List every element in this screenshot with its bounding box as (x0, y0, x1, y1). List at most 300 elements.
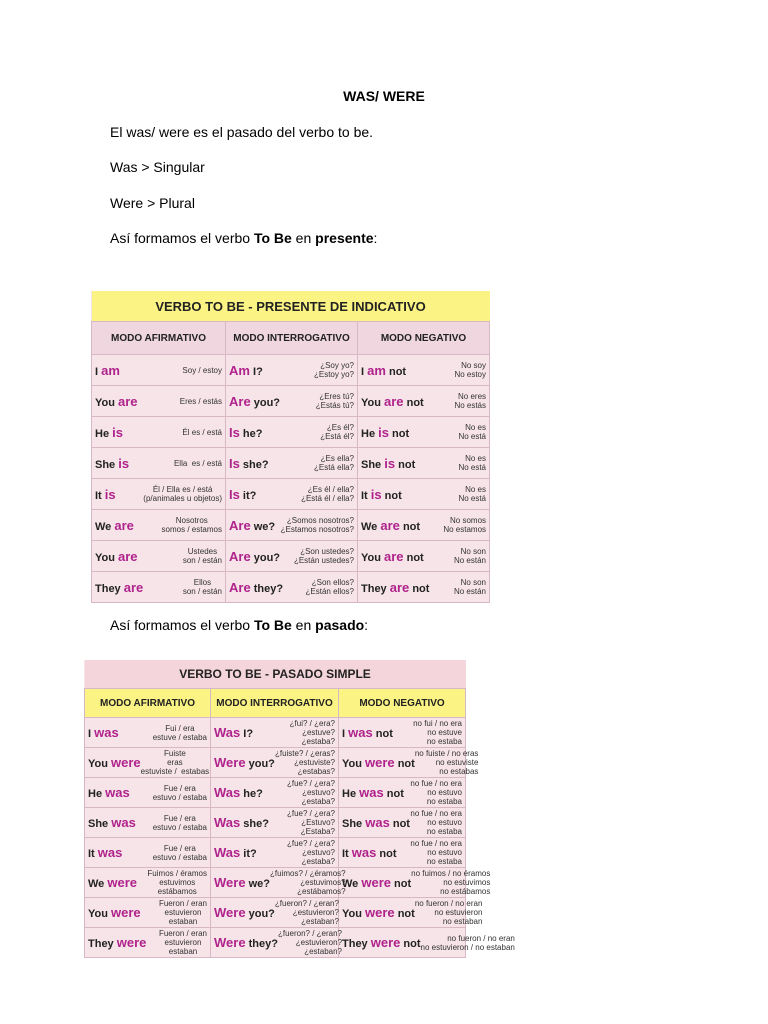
interrogative-form (214, 905, 275, 920)
affirmative-cell (92, 572, 226, 603)
negation: not (409, 582, 430, 595)
verb-form: is (118, 455, 130, 471)
interrogative-form (229, 518, 275, 533)
interrogative-translation: ¿Es él / ella? ¿Está él / ella? (301, 485, 354, 503)
table-title-row (85, 660, 466, 689)
affirmative-form (88, 725, 119, 740)
negation: not (399, 520, 421, 533)
negative-form (342, 725, 393, 740)
affirmative-form (95, 394, 138, 409)
affirmative-form (95, 456, 129, 471)
negative-form (361, 425, 409, 440)
column-header: MODO INTERROGATIVO (226, 322, 358, 355)
subject: you? (250, 551, 281, 564)
negation: not (389, 818, 410, 830)
subject: she? (240, 818, 269, 830)
subject: They (95, 582, 124, 595)
table-row (85, 928, 466, 958)
affirmative-translation: Fui / era estuve / estaba (152, 723, 207, 742)
cell-content (88, 868, 207, 897)
affirmative-translation: Fue / era estuvo / estaba (152, 843, 207, 862)
negative-form (361, 456, 415, 471)
interrogative-cell (226, 355, 358, 386)
cell-content (361, 417, 486, 447)
negative-translation: No son No están (453, 578, 487, 596)
verb-form: are (389, 579, 410, 595)
interrogative-cell (226, 386, 358, 417)
interrogative-translation: ¿fue? / ¿era? ¿estuvo? ¿estaba? (286, 779, 335, 806)
affirmative-translation: Ellos son / están (182, 578, 222, 596)
affirmative-cell (92, 355, 226, 386)
table-row (92, 479, 490, 510)
negative-cell (339, 778, 466, 808)
cell-content (95, 386, 222, 416)
cell-content (214, 808, 335, 837)
cell-content (95, 541, 222, 571)
subject: You (88, 908, 112, 920)
negation: not (403, 396, 424, 409)
verb-form: were (370, 935, 401, 950)
present-intro-line (110, 230, 377, 246)
verb-form: Are (229, 579, 251, 595)
interrogative-translation: ¿Son ellos? ¿Están ellos? (305, 578, 354, 596)
negative-cell (358, 386, 490, 417)
interrogative-form (229, 425, 262, 440)
column-header: MODO NEGATIVO (358, 322, 490, 355)
affirmative-translation: Eres / estás (179, 396, 222, 406)
negative-cell (358, 572, 490, 603)
negative-translation: No eres No estás (454, 392, 487, 410)
table-row (85, 808, 466, 838)
interrogative-cell (226, 479, 358, 510)
affirmative-form (88, 875, 137, 890)
subject: They (342, 938, 371, 950)
interrogative-translation: ¿fuimos? / ¿éramos? ¿estuvimos? ¿estábamos? (270, 869, 346, 896)
negative-cell (339, 868, 491, 898)
negation: not (394, 758, 415, 770)
negative-translation: no fuimos / no éramos no estuvimos no estábamos (411, 869, 491, 896)
negative-translation: No es No está (458, 485, 487, 503)
cell-content (88, 928, 207, 957)
column-header-row (85, 689, 466, 718)
plural-text: Were > Plural (110, 195, 195, 211)
interrogative-cell (211, 928, 343, 958)
interrogative-cell (211, 778, 339, 808)
negation: not (385, 365, 407, 378)
singular-text: Was > Singular (110, 159, 205, 175)
cell-content (229, 417, 354, 447)
negative-form (342, 875, 411, 890)
subject: We (342, 878, 362, 890)
table-row (92, 355, 490, 386)
interrogative-cell (211, 748, 339, 778)
interrogative-cell (211, 838, 339, 868)
past-intro-line (110, 617, 368, 633)
interrogative-translation: ¿Soy yo? ¿Estoy yo? (313, 361, 354, 379)
negative-translation: no fueron / no eran no estuvieron / no estaban (420, 933, 515, 952)
verb-form: are (118, 548, 138, 564)
column-header: MODO AFIRMATIVO (92, 322, 226, 355)
negation: not (395, 458, 416, 471)
affirmative-cell (92, 448, 226, 479)
verb-form: were (107, 875, 137, 890)
negative-translation: no fue / no era no estuvo no estaba (410, 779, 462, 806)
subject: she? (239, 458, 269, 471)
negative-translation: No soy No estoy (454, 361, 487, 379)
interrogative-translation: ¿fue? / ¿era? ¿estuvo? ¿estaba? (286, 839, 335, 866)
negative-translation: no fue / no era no estuvo no estaba (410, 809, 462, 836)
verb-form: were (365, 905, 395, 920)
cell-content (361, 510, 486, 540)
cell-content (229, 355, 354, 385)
interrogative-form (214, 845, 257, 860)
subject: It (361, 489, 371, 502)
interrogative-form (214, 785, 263, 800)
affirmative-form (88, 935, 146, 950)
line-bold-tobe: To Be (253, 617, 292, 633)
cell-content (95, 479, 222, 509)
subject: I (88, 728, 95, 740)
verb-form: was (365, 815, 390, 830)
verb-form: is (378, 424, 389, 440)
interrogative-translation: ¿fueron? / ¿eran? ¿estuvieron? ¿estaban? (277, 929, 343, 956)
negation: not (403, 551, 424, 564)
affirmative-cell (85, 928, 211, 958)
cell-content (214, 718, 335, 747)
past-tense-table (84, 660, 515, 958)
affirmative-form (95, 425, 123, 440)
verb-form: Were (214, 875, 246, 890)
interrogative-form (229, 456, 269, 471)
verb-form: were (111, 755, 141, 770)
subject: He (88, 788, 106, 800)
affirmative-translation: Fue / era estuvo / estaba (152, 783, 207, 802)
negative-translation: no fui / no era no estuve no estaba (413, 719, 462, 746)
subject: I (361, 365, 368, 378)
subject: She (95, 458, 119, 471)
page-title: WAS/ WERE (343, 88, 425, 104)
line-text: : (373, 230, 378, 246)
cell-content (88, 718, 207, 747)
negative-form (361, 487, 402, 502)
interrogative-cell (226, 541, 358, 572)
negative-translation: No somos No estamos (443, 516, 487, 534)
subject: We (95, 520, 115, 533)
negative-translation: No es No está (458, 454, 487, 472)
interrogative-cell (226, 572, 358, 603)
cell-content (229, 510, 354, 540)
affirmative-translation: Soy / estoy (182, 365, 222, 375)
verb-form: is (112, 424, 123, 440)
cell-content (229, 541, 354, 571)
negative-cell (339, 928, 515, 958)
line-bold-tobe: To Be (253, 230, 292, 246)
negative-cell (339, 808, 466, 838)
subject: You (95, 551, 119, 564)
negative-form (361, 394, 424, 409)
verb-form: was (105, 785, 130, 800)
verb-form: are (384, 393, 404, 409)
affirmative-form (88, 785, 130, 800)
cell-content (88, 778, 207, 807)
cell-content (342, 868, 491, 897)
cell-content (342, 838, 462, 867)
interrogative-form (214, 875, 270, 890)
subject: you? (245, 908, 275, 920)
verb-form: is (104, 486, 116, 502)
negative-form (361, 549, 424, 564)
verb-form: were (365, 755, 395, 770)
negative-form (361, 363, 406, 378)
negation: not (391, 878, 412, 890)
subject: You (88, 758, 112, 770)
interrogative-cell (226, 417, 358, 448)
table-row (85, 868, 466, 898)
interrogative-form (214, 815, 269, 830)
subject: It (88, 848, 98, 860)
affirmative-cell (85, 898, 211, 928)
affirmative-cell (92, 510, 226, 541)
cell-content (361, 541, 486, 571)
affirmative-cell (85, 778, 211, 808)
affirmative-translation: Nosotros somos / estamos (161, 516, 222, 534)
verb-form: was (359, 785, 384, 800)
verb-form: Are (229, 393, 251, 409)
affirmative-cell (85, 748, 211, 778)
affirmative-translation: Él / Ella es / está (p/animales u objetos) (143, 485, 222, 503)
interrogative-form (229, 363, 263, 378)
negative-cell (358, 448, 490, 479)
verb-form: Was (214, 815, 241, 830)
affirmative-form (95, 580, 143, 595)
interrogative-cell (226, 448, 358, 479)
line-bold-tense: pasado (315, 617, 365, 633)
line-bold-tense: presente (315, 230, 374, 246)
interrogative-cell (211, 898, 339, 928)
table-row (85, 838, 466, 868)
cell-content (229, 448, 354, 478)
column-header: MODO AFIRMATIVO (85, 689, 211, 718)
interrogative-translation: ¿fuiste? / ¿eras? ¿estuviste? ¿estabas? (274, 749, 335, 776)
verb-form: are (384, 548, 404, 564)
cell-content (95, 572, 222, 602)
subject: It (342, 848, 352, 860)
verb-form: was (348, 725, 373, 740)
negation: not (381, 489, 402, 502)
table-row (85, 778, 466, 808)
negative-translation: no fue / no era no estuvo no estaba (410, 839, 462, 866)
negative-cell (339, 898, 483, 928)
table-row (92, 386, 490, 417)
interrogative-form (214, 935, 278, 950)
negation: not (388, 427, 410, 440)
subject: it? (239, 489, 257, 502)
verb-form: Were (214, 755, 246, 770)
interrogative-translation: ¿Son ustedes? ¿Están ustedes? (293, 547, 354, 565)
cell-content (361, 355, 486, 385)
cell-content (95, 355, 222, 385)
subject: they? (250, 582, 284, 595)
column-header: MODO INTERROGATIVO (211, 689, 339, 718)
interrogative-form (229, 549, 280, 564)
verb-form: Is (229, 424, 240, 440)
line-text: Así formamos el verbo (110, 230, 254, 246)
subject: we? (250, 520, 276, 533)
interrogative-cell (211, 868, 346, 898)
verb-form: Was (214, 785, 241, 800)
negation: not (394, 908, 415, 920)
table-row (92, 572, 490, 603)
affirmative-translation: Fuiste eras estuviste / estabas (140, 749, 210, 776)
negative-cell (358, 479, 490, 510)
verb-form: Were (214, 905, 246, 920)
subject: You (95, 396, 119, 409)
subject: he? (240, 788, 263, 800)
cell-content (361, 448, 486, 478)
column-header-row (92, 322, 490, 355)
negation: not (383, 788, 404, 800)
subject: You (361, 396, 385, 409)
subject: We (88, 878, 108, 890)
interrogative-translation: ¿Es ella? ¿Está ella? (313, 454, 354, 472)
verb-form: Am (229, 362, 250, 378)
table-title: VERBO TO BE - PASADO SIMPLE (85, 660, 466, 689)
subject: I? (240, 728, 254, 740)
negative-form (342, 815, 410, 830)
cell-content (214, 838, 335, 867)
subject: He (361, 427, 379, 440)
interrogative-translation: ¿fueron? / ¿eran? ¿estuvieron? ¿estaban? (274, 899, 339, 926)
cell-content (342, 808, 462, 837)
subject: It (95, 489, 105, 502)
cell-content (88, 838, 207, 867)
cell-content (214, 928, 343, 957)
cell-content (95, 417, 222, 447)
line-text: en (291, 617, 316, 633)
affirmative-form (88, 815, 136, 830)
cell-content (214, 748, 335, 777)
subject: they? (245, 938, 278, 950)
table-row (92, 541, 490, 572)
negation: not (400, 938, 421, 950)
affirmative-form (88, 905, 141, 920)
negative-form (361, 580, 429, 595)
negative-translation: no fueron / no eran no estuvieron no estaban (414, 899, 483, 926)
verb-form: was (94, 725, 119, 740)
subject: You (361, 551, 385, 564)
affirmative-cell (92, 386, 226, 417)
verb-form: is (370, 486, 382, 502)
subject: You (342, 908, 366, 920)
subject: She (88, 818, 112, 830)
negative-form (342, 905, 415, 920)
cell-content (95, 510, 222, 540)
verb-form: Was (214, 725, 241, 740)
negative-cell (339, 718, 466, 748)
subject: you? (245, 758, 275, 770)
verb-form: am (367, 362, 386, 378)
verb-form: am (101, 362, 120, 378)
subject: I? (249, 365, 263, 378)
verb-form: are (123, 579, 144, 595)
subject: I (95, 365, 102, 378)
verb-form: Is (229, 455, 240, 471)
negative-form (342, 785, 404, 800)
negative-cell (358, 417, 490, 448)
affirmative-cell (92, 417, 226, 448)
affirmative-cell (92, 541, 226, 572)
verb-form: are (114, 517, 134, 533)
negation: not (376, 848, 397, 860)
affirmative-form (88, 845, 122, 860)
cell-content (361, 386, 486, 416)
affirmative-translation: Fue / era estuvo / estaba (152, 813, 207, 832)
cell-content (214, 898, 339, 927)
verb-form: Are (229, 517, 251, 533)
affirmative-cell (85, 718, 211, 748)
cell-content (342, 928, 515, 957)
interrogative-translation: ¿Eres tú? ¿Estás tú? (315, 392, 354, 410)
negative-form (342, 845, 397, 860)
verb-form: was (351, 845, 377, 860)
verb-form: are (380, 517, 400, 533)
negative-form (361, 518, 420, 533)
present-tense-table (91, 291, 490, 603)
interrogative-form (229, 580, 283, 595)
cell-content (361, 479, 486, 509)
verb-form: are (118, 393, 138, 409)
interrogative-form (214, 725, 253, 740)
interrogative-translation: ¿fui? / ¿era? ¿estuve? ¿estaba? (289, 719, 335, 746)
interrogative-cell (211, 718, 339, 748)
verb-form: were (361, 875, 391, 890)
cell-content (95, 448, 222, 478)
interrogative-translation: ¿Es él? ¿Está él? (320, 423, 354, 441)
negative-form (342, 935, 421, 950)
line-text: en (291, 230, 316, 246)
negative-cell (358, 510, 490, 541)
cell-content (229, 479, 354, 509)
cell-content (214, 868, 346, 897)
subject: we? (245, 878, 271, 890)
cell-content (342, 778, 462, 807)
affirmative-form (95, 518, 134, 533)
cell-content (229, 386, 354, 416)
affirmative-translation: Ella es / está (173, 458, 222, 468)
subject: She (361, 458, 385, 471)
verb-form: is (384, 455, 396, 471)
affirmative-cell (92, 479, 226, 510)
subject: We (361, 520, 381, 533)
affirmative-form (95, 363, 120, 378)
cell-content (88, 748, 210, 777)
interrogative-form (214, 755, 275, 770)
line-text: Así formamos el verbo (110, 617, 254, 633)
negative-cell (358, 541, 490, 572)
affirmative-form (95, 549, 138, 564)
subject: He (342, 788, 360, 800)
verb-form: Was (214, 845, 241, 860)
table-row (92, 510, 490, 541)
table-row (92, 448, 490, 479)
cell-content (342, 748, 479, 777)
interrogative-translation: ¿fue? / ¿era? ¿Estuvo? ¿Estaba? (286, 809, 335, 836)
interrogative-form (229, 394, 280, 409)
cell-content (229, 572, 354, 602)
negative-form (342, 755, 415, 770)
table-title-row (92, 291, 490, 322)
negative-translation: No son No están (453, 547, 487, 565)
